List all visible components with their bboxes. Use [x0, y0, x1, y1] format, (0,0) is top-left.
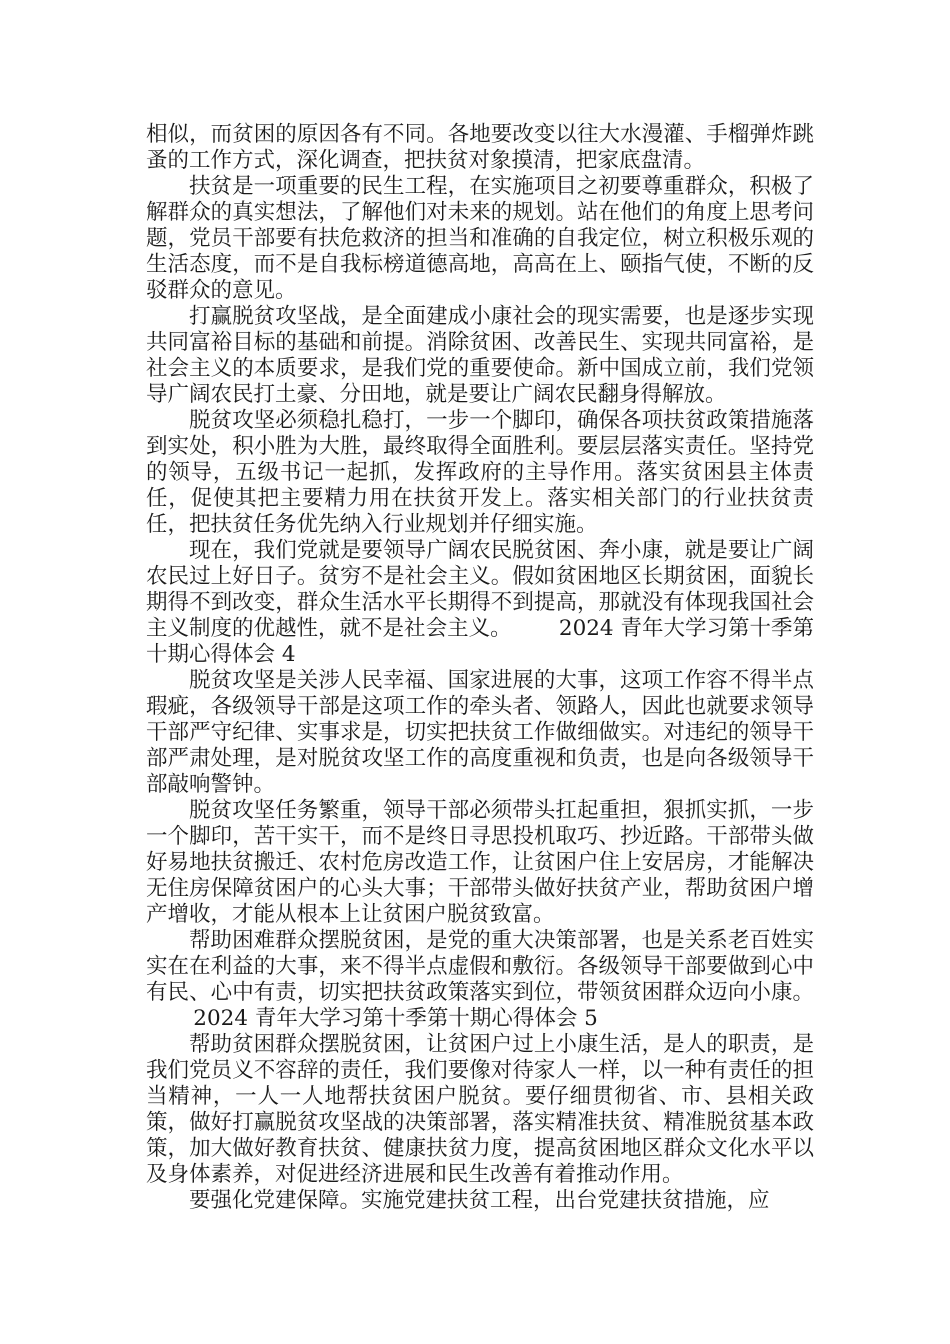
document-body	[146, 122, 814, 1214]
paragraph: 脱贫攻坚必须稳扎稳打，一步一个脚印，确保各项扶贫政策措施落到实处，积小胜为大胜，最终取得全面胜利。要层层落实责任。坚持党的领导，五级书记一起抓，发挥政府的主导作用。落实贫困县主体责任，促使其把主要精力用在扶贫开发上。落实相关部门的行业扶贫责任，把扶贫任务优先纳入行业规划并仔细实施。	[146, 408, 814, 537]
paragraph	[146, 538, 814, 668]
paragraph-text: 现在，我们党就是要领导广阔农民脱贫困、奔小康，就是要让广阔农民过上好日子。贫穷不是社会主义。假如贫困地区长期贫困，面貌长期得不到改变，群众生活水平长期得不到提高，那就没有体现我国社会主义制度的优越性，就不是社会主义。	[146, 538, 814, 641]
section-heading: 2024 青年大学习第十季第十期心得体会 5	[193, 1006, 598, 1031]
paragraph: 相似，而贫困的原因各有不同。各地要改变以往大水漫灌、手榴弹炸跳蚤的工作方式，深化调查，把扶贫对象摸清，把家底盘清。	[146, 122, 814, 173]
paragraph: 脱贫攻坚任务繁重，领导干部必须带头扛起重担，狠抓实抓，一步一个脚印，苦干实干，而不是终日寻思投机取巧、抄近路。干部带头做好易地扶贫搬迁、农村危房改造工作，让贫困户住上安居房，才能解决无住房保障贫困户的心头大事；干部带头做好扶贫产业，帮助贫困户增产增收，才能从根本上让贫困户脱贫致富。	[146, 798, 814, 927]
paragraph: 打赢脱贫攻坚战，是全面建成小康社会的现实需要，也是逐步实现共同富裕目标的基础和前提。消除贫困、改善民生、实现共同富裕，是社会主义的本质要求，是我们党的重要使命。新中国成立前，我们党领导广阔农民打土豪、分田地，就是要让广阔农民翻身得解放。	[146, 304, 814, 407]
paragraph: 帮助贫困群众摆脱贫困，让贫困户过上小康生活，是人的职责，是我们党员义不容辞的责任，我们要像对待家人一样，以一种有责任的担当精神，一人一人地帮扶贫困户脱贫。要仔细贯彻省、市、县相关政策，做好打赢脱贫攻坚战的决策部署，落实精准扶贫、精准脱贫基本政策，加大做好教育扶贫、健康扶贫力度，提高贫困地区群众文化水平以及身体素养，对促进经济进展和民生改善有着推动作用。	[146, 1032, 814, 1187]
paragraph-text: 帮助困难群众摆脱贫困，是党的重大决策部署，也是关系老百姓实实在在利益的大事，来不得半点虚假和敷衍。各级领导干部要做到心中有民、心中有责，切实把扶贫政策落实到位，带领贫困群众迈向小康。	[146, 928, 814, 1005]
paragraph: 脱贫攻坚是关涉人民幸福、国家进展的大事，这项工作容不得半点瑕疵，各级领导干部是这项工作的牵头者、领路人，因此也就要求领导干部严守纪律、实事求是，切实把扶贫工作做细做实。对违纪的领导干部严肃处理，是对脱贫攻坚工作的高度重视和负责，也是向各级领导干部敲响警钟。	[146, 668, 814, 797]
paragraph	[146, 928, 814, 1032]
paragraph: 要强化党建保障。实施党建扶贫工程，出台党建扶贫措施，应	[189, 1188, 770, 1213]
paragraph: 扶贫是一项重要的民生工程，在实施项目之初要尊重群众，积极了解群众的真实想法，了解他们对未来的规划。站在他们的角度上思考问题，党员干部要有扶危救济的担当和准确的自我定位，树立积极乐观的生活态度，而不是自我标榜道德高地，高高在上、颐指气使，不断的反驳群众的意见。	[146, 174, 814, 303]
section-heading: 2024 青年大学习第十季第十期心得体会 4	[146, 616, 814, 667]
